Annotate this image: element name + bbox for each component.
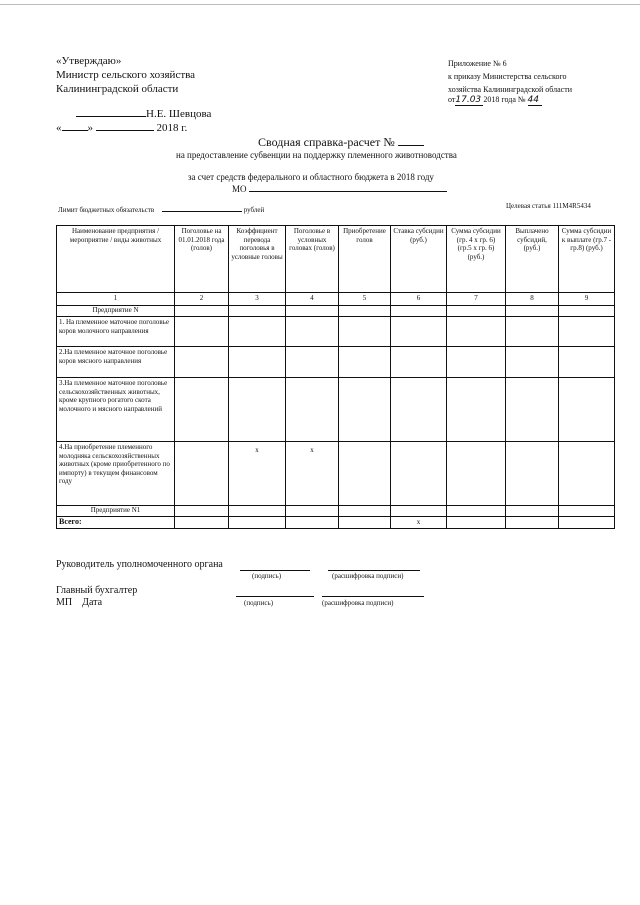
header-cell: Коэффициент перевода поголовья в условные головы <box>229 226 286 293</box>
table-row <box>57 347 615 378</box>
appendix-number-handwritten: 44 <box>528 94 542 106</box>
column-number-row <box>57 293 615 306</box>
document-number-blank <box>398 136 424 146</box>
date-label: Дата <box>82 597 103 608</box>
appendix-line3: хозяйства Калининградской области <box>448 85 573 94</box>
enterprise-n1-label: Предприятие N1 <box>57 506 175 517</box>
stamp-date-line <box>56 597 102 609</box>
target-article: Целевая статья 111М4R5434 <box>506 202 591 210</box>
header-cell: Поголовье на 01.01.2018 года (голов) <box>175 226 229 293</box>
column-number: 5 <box>339 293 391 306</box>
table-row <box>57 378 615 442</box>
month-blank <box>96 121 154 131</box>
header-cell: Сумма субсидии к выплате (гр.7 - гр.8) (руб.) <box>559 226 615 293</box>
header-cell: Приобретение голов <box>339 226 391 293</box>
total-row <box>57 517 615 529</box>
column-number: 6 <box>391 293 447 306</box>
head-label: Руководитель уполномоченного органа <box>56 559 223 570</box>
accountant-signature-line <box>236 596 314 597</box>
column-number: 9 <box>559 293 615 306</box>
head-decode-line <box>328 570 420 571</box>
approver-name: Н.Е. Шевцова <box>146 108 212 120</box>
appendix-date-line <box>448 94 542 106</box>
row-cell-col4 <box>286 347 339 378</box>
quote-close: » <box>87 122 93 134</box>
column-number: 7 <box>447 293 506 306</box>
approve-label: «Утверждаю» <box>56 55 122 67</box>
row-cell-col4: x <box>286 442 339 506</box>
header-cell: Наименование предприятия / мероприятие / виды животных <box>57 226 175 293</box>
mo-line <box>232 182 447 195</box>
table-header-row <box>57 226 615 293</box>
row-cell-col3: x <box>229 442 286 506</box>
limit-label: Лимит бюджетных обязательств <box>58 206 155 214</box>
accountant-decode-line <box>322 596 424 597</box>
scan-top-edge <box>0 4 640 5</box>
table-row <box>57 442 615 506</box>
enterprise-n-row <box>57 306 615 317</box>
row-cell-col3 <box>229 347 286 378</box>
row-cell-col3 <box>229 317 286 347</box>
limit-unit: рублей <box>243 206 265 214</box>
head-decode-caption: (расшифровка подписи) <box>332 572 404 580</box>
mo-blank <box>249 182 447 192</box>
row-label: 4.На приобретение племенного молодняка сельскохозяйственных животных (кроме приобретенного по импорту) в текущем финансовом году <box>57 442 175 506</box>
header-cell: Сумма субсидии (гр. 4 х гр. 6) (гр.5 х гр. 6) (руб.) <box>447 226 506 293</box>
header-cell: Выплачено субсидий, (руб.) <box>506 226 559 293</box>
table-row <box>57 317 615 347</box>
limit-blank <box>162 202 242 212</box>
enterprise-n1-row <box>57 506 615 517</box>
head-signature-caption: (подпись) <box>252 572 282 580</box>
header-cell: Ставка субсидии (руб.) <box>391 226 447 293</box>
enterprise-n-label: Предприятие N <box>57 306 175 317</box>
appendix-date-suffix: 2018 года № <box>483 95 526 104</box>
row-cell-col4 <box>286 317 339 347</box>
accountant-decode-caption: (расшифровка подписи) <box>322 599 394 607</box>
approver-signature-line <box>76 107 211 121</box>
appendix-date-handwritten: 17.03 <box>455 94 483 106</box>
appendix-line2: к приказу Министерства сельского <box>448 72 567 81</box>
approval-year: 2018 г. <box>156 122 188 134</box>
quote-open: « <box>56 122 62 134</box>
column-number: 2 <box>175 293 229 306</box>
approval-date-line <box>56 121 187 135</box>
document-title-text: Сводная справка-расчет № <box>258 135 395 149</box>
appendix-date-prefix: от <box>448 95 456 104</box>
approver-position-line1: Министр сельского хозяйства <box>56 69 196 81</box>
accountant-label: Главный бухгалтер <box>56 585 138 596</box>
accountant-signature-caption: (подпись) <box>244 599 274 607</box>
calculation-table <box>56 225 615 529</box>
column-number: 1 <box>57 293 175 306</box>
appendix-line1: Приложение № 6 <box>448 59 507 68</box>
header-cell: Поголовье в условных головах (голов) <box>286 226 339 293</box>
document-title <box>258 135 424 150</box>
column-number: 3 <box>229 293 286 306</box>
head-signature-line <box>240 570 310 571</box>
column-number: 4 <box>286 293 339 306</box>
signature-blank <box>76 107 146 117</box>
approver-position-line2: Калининградской области <box>56 83 179 95</box>
total-label: Всего: <box>57 517 175 529</box>
mo-label: МО <box>232 184 247 194</box>
limit-line <box>58 202 264 215</box>
row-label: 3.На племенное маточное поголовье сельскохозяйственных животных, кроме крупного рогатого скота молочного и мясного направлений <box>57 378 175 442</box>
day-blank <box>62 121 88 131</box>
row-cell-col3 <box>229 378 286 442</box>
document-subtitle: на предоставление субвенции на поддержку племенного животноводства <box>176 150 457 160</box>
mp-label: МП <box>56 597 73 608</box>
column-number: 8 <box>506 293 559 306</box>
document-budget-line: за счет средств федерального и областного бюджета в 2018 году <box>188 172 434 182</box>
row-label: 1. На племенное маточное поголовье коров молочного направления <box>57 317 175 347</box>
row-cell-col4 <box>286 378 339 442</box>
row-label: 2.На племенное маточное поголовье коров мясного направления <box>57 347 175 378</box>
total-col6: x <box>391 517 447 529</box>
